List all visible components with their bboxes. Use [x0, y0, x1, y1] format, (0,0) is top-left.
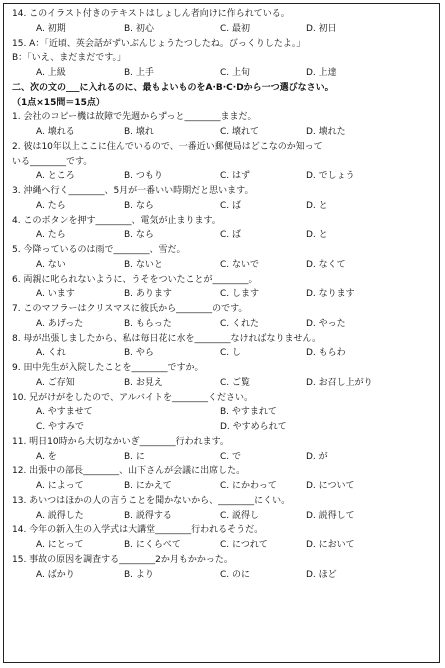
- stem-text: 二、次の文の___に入れるのに、最もよいものをA·B·C·Dから一つ選びなさい。: [12, 82, 334, 93]
- stem-text: 2. 彼は10年以上ここに住んでいるので、一番近い郵便局はどこなのか知って: [12, 141, 323, 152]
- option-b: B. にかえて: [124, 481, 172, 491]
- option-c: C. 最初: [220, 23, 251, 34]
- option-b: B. 説得する: [124, 510, 172, 521]
- option-d: D. が: [306, 451, 328, 462]
- option-b: B. より: [124, 569, 154, 580]
- question-stem: [12, 361, 433, 376]
- question-stem: [12, 553, 433, 568]
- option-a: A. にとって: [36, 540, 84, 550]
- option-d: D. と: [306, 230, 328, 241]
- option-a: A. ばかり: [36, 569, 75, 580]
- stem-text: 3. 沖縄へ行く________、5月が一番いい時期だと思います。: [12, 186, 254, 196]
- option-d: D. において: [306, 540, 355, 550]
- answer-options: [12, 66, 433, 81]
- option-a: A. によって: [36, 481, 84, 491]
- option-a: A. ご存知: [36, 377, 75, 388]
- option-a: A. たら: [36, 230, 66, 241]
- stem-text: 1. 会社のコピー機は故障で先週からずっと________ままだ。: [12, 112, 257, 123]
- question-stem: [12, 391, 433, 406]
- answer-options: [12, 405, 433, 420]
- answer-options: [12, 258, 433, 273]
- stem-text: 15. 事故の原因を調査する________2か月もかかった。: [12, 554, 233, 565]
- option-d: D. なります: [306, 289, 355, 300]
- option-b: B. 初心: [124, 23, 154, 34]
- option-a: A. います: [36, 289, 75, 300]
- option-c: C. します: [220, 289, 260, 300]
- option-c: C. 説得し: [220, 510, 260, 521]
- stem-text: 11. 明日10時から大切なかいぎ________行われます。: [12, 436, 229, 447]
- option-d: D. と: [306, 200, 328, 211]
- stem-text: 9. 田中先生が入院したことを________ですか。: [12, 363, 204, 373]
- option-a: A. 説得した: [36, 510, 84, 521]
- option-b: B. 上手: [124, 68, 154, 78]
- option-a: A. たら: [36, 200, 66, 211]
- option-b: B. やら: [124, 348, 154, 359]
- question-stem: [12, 494, 433, 509]
- answer-options: [12, 538, 433, 553]
- stem-text: 12. 出張中の部長________、山下さんが会議に出席した。: [12, 466, 246, 477]
- stem-text: 8. 母が出張しましたから、私は毎日花に水を________なければなりません。: [12, 333, 321, 344]
- option-a: A. 上級: [36, 68, 66, 78]
- option-b: B. なら: [124, 230, 154, 241]
- option-c: C. ご覧: [220, 377, 251, 388]
- stem-text: 5. 今降っているのは雨で________、雪だ。: [12, 245, 186, 255]
- answer-options: [12, 450, 433, 465]
- question-stem: [12, 155, 433, 170]
- stem-text: （1点×15問＝15点）: [12, 97, 105, 108]
- option-c: C. 壊れて: [220, 127, 260, 137]
- option-c: C. はず: [220, 171, 251, 182]
- question-stem: [12, 302, 433, 317]
- option-a: A. くれ: [36, 348, 66, 359]
- option-d: D. なくて: [306, 259, 346, 270]
- option-d: D. について: [306, 481, 355, 491]
- stem-text: 13. あいつはほかの人の言うことを聞かないから、________にくい。: [12, 495, 291, 506]
- question-stem: [12, 140, 433, 155]
- option-c: C. にかわって: [220, 481, 277, 491]
- option-d: D. ほど: [306, 569, 337, 580]
- answer-options: [12, 228, 433, 243]
- option-a: A. を: [36, 451, 57, 462]
- option-a: A. 初期: [36, 23, 66, 34]
- answer-options: [12, 199, 433, 214]
- stem-text: 10. 兄がけがをしたので、アルバイトを________ください。: [12, 392, 254, 403]
- option-c: C. 上旬: [220, 68, 251, 78]
- option-b: B. ないと: [124, 259, 163, 270]
- option-d: D. お召し上がり: [306, 377, 373, 388]
- question-stem: [12, 7, 433, 22]
- exam-sheet: [3, 3, 440, 663]
- stem-text: 14. このイラスト付きのテキストはしょしん者向けに作られている。: [12, 9, 290, 19]
- option-d: D. 説得して: [306, 510, 355, 521]
- stem-text: いる________です。: [12, 156, 93, 167]
- question-stem: [12, 332, 433, 347]
- option-d: D. 上達: [306, 68, 337, 78]
- option-d: D. 壊れた: [306, 127, 346, 137]
- option-c: C. し: [220, 348, 242, 359]
- question-stem: [12, 96, 433, 111]
- question-stem: [12, 184, 433, 199]
- answer-options: [12, 169, 433, 184]
- option-c: C. のに: [220, 569, 251, 580]
- option-b: B. なら: [124, 200, 154, 211]
- answer-options: [12, 346, 433, 361]
- option-c: C. ば: [220, 200, 242, 211]
- stem-text: 6. 両親に叱られないように、うそをついたことが________。: [12, 274, 258, 285]
- option-d: D. 初日: [306, 23, 337, 34]
- option-b: B. お見え: [124, 377, 163, 388]
- question-stem: [12, 214, 433, 229]
- question-stem: [12, 464, 433, 479]
- question-list: [12, 7, 433, 582]
- question-stem: [12, 435, 433, 450]
- option-b: B. に: [124, 451, 145, 462]
- option-c: C. ば: [220, 230, 242, 241]
- answer-options: [12, 509, 433, 524]
- option-a: A. あげった: [36, 318, 84, 329]
- answer-options: [12, 317, 433, 332]
- answer-options: [12, 22, 433, 37]
- option-b: B. もらった: [124, 318, 172, 329]
- question-stem: [12, 81, 433, 96]
- option-a: A. ない: [36, 259, 66, 270]
- option-a: A. やすませて: [36, 407, 93, 418]
- question-stem: [12, 523, 433, 538]
- option-b: B. やすまれて: [220, 407, 277, 418]
- option-a: A. 壊れる: [36, 127, 75, 137]
- option-c: C. くれた: [220, 318, 260, 329]
- option-b: B. あります: [124, 289, 172, 300]
- answer-options: [12, 568, 433, 583]
- option-d: D. もらわ: [306, 348, 346, 359]
- question-stem: [12, 110, 433, 125]
- answer-options: [12, 287, 433, 302]
- question-stem: [12, 273, 433, 288]
- answer-options: [12, 125, 433, 140]
- stem-text: 15. A：「近頃、英会話がずいぶんじょうたつしたね。びっくりしたよ。」: [12, 38, 306, 49]
- option-c: C. につれて: [220, 540, 268, 550]
- stem-text: 7. このマフラーはクリスマスに彼氏から________のです。: [12, 304, 248, 314]
- option-b: B. にくらべて: [124, 540, 181, 550]
- option-d: D. でしょう: [306, 171, 355, 182]
- question-stem: [12, 51, 433, 66]
- stem-text: B：「いえ、まだまだです。」: [12, 53, 126, 64]
- answer-options: [12, 479, 433, 494]
- option-c: C. で: [220, 451, 242, 462]
- option-b: D. やすめられて: [220, 422, 287, 432]
- option-b: B. 壊れ: [124, 127, 154, 137]
- answer-options: [12, 420, 433, 435]
- option-d: D. やった: [306, 318, 346, 329]
- option-c: C. ないで: [220, 259, 260, 270]
- option-b: B. つもり: [124, 171, 163, 182]
- option-a: C. やすみで: [36, 422, 85, 432]
- stem-text: 4. このボタンを押す________、電気が止まります。: [12, 215, 221, 226]
- answer-options: [12, 376, 433, 391]
- question-stem: [12, 243, 433, 258]
- option-a: A. ところ: [36, 171, 75, 182]
- question-stem: [12, 37, 433, 52]
- stem-text: 14. 今年の新入生の入学式は大講堂________行われるそうだ。: [12, 525, 264, 536]
